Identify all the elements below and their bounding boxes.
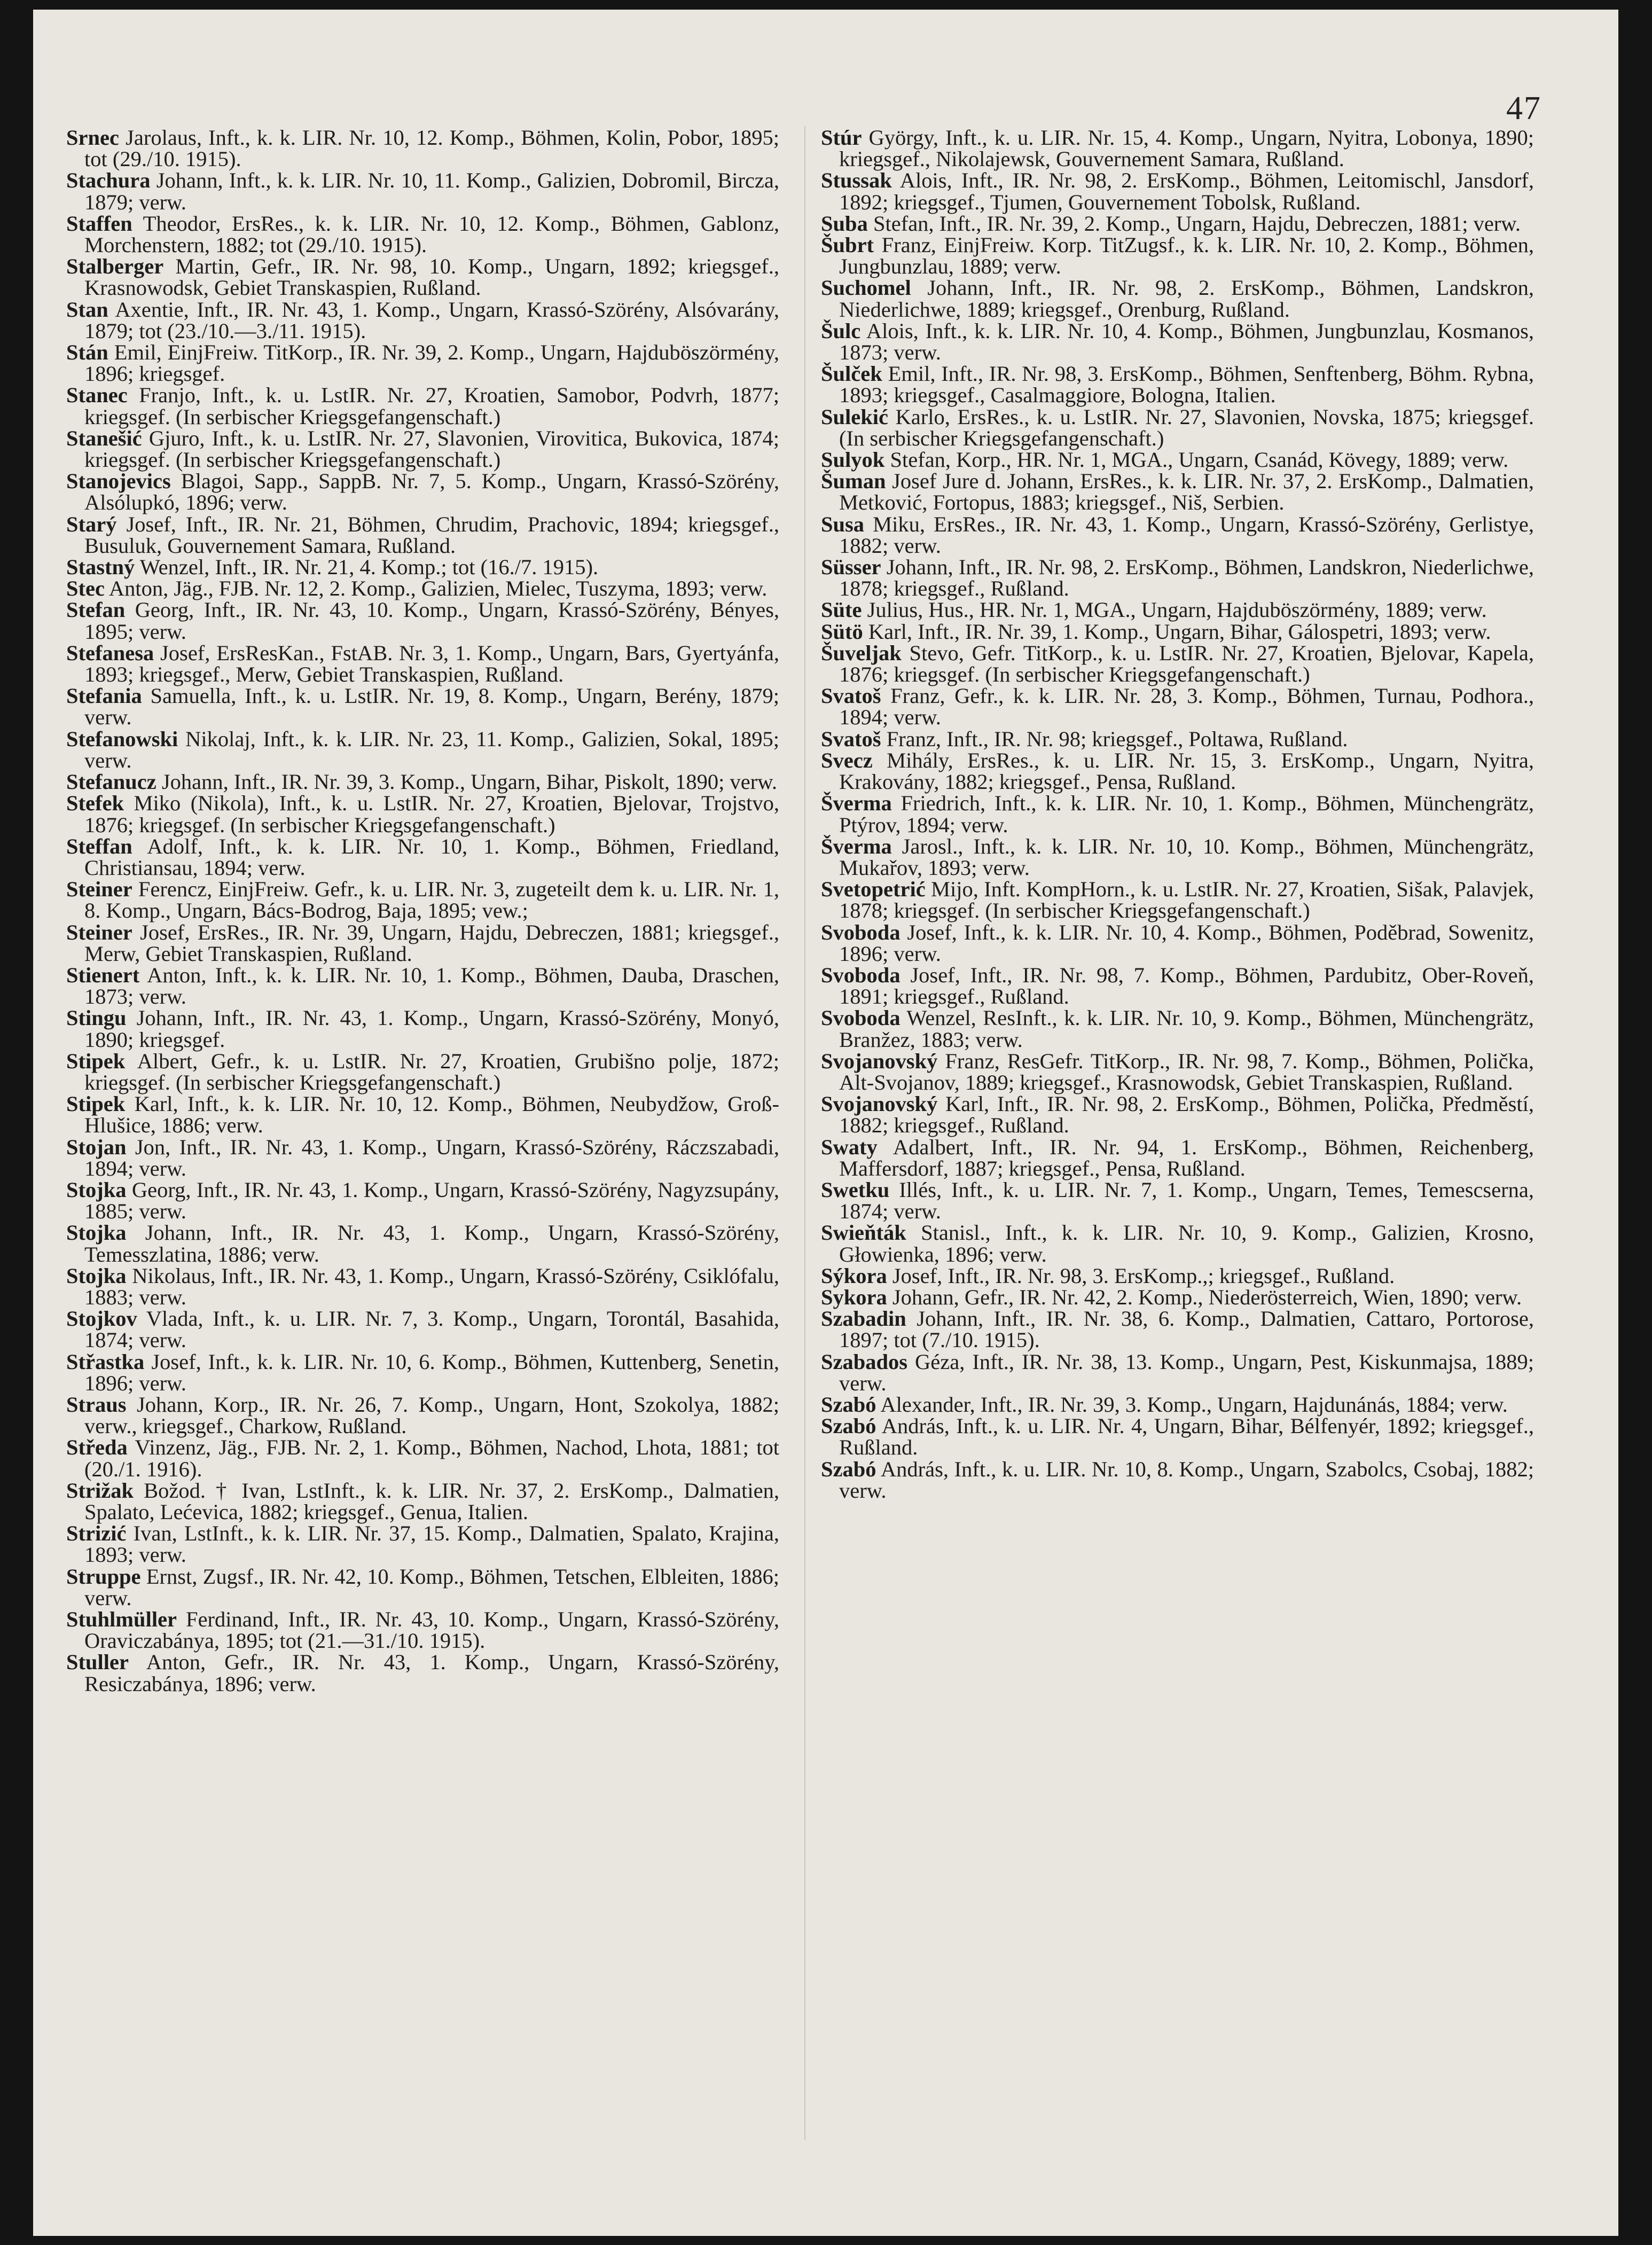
entry-surname: Svoboda <box>821 1006 901 1030</box>
roster-entry <box>66 1609 779 1652</box>
roster-entry <box>66 836 779 879</box>
roster-entry <box>66 299 779 342</box>
entry-surname: Suchomel <box>821 276 911 300</box>
roster-entry <box>821 471 1534 513</box>
entry-details: Johann, Inft., k. k. LIR. Nr. 10, 11. Komp., Galizien, Dobromil, Bircza, 1879; verw. <box>84 168 779 214</box>
entry-details: Vlada, Inft., k. u. LIR. Nr. 7, 3. Komp., Ungarn, Torontál, Basahida, 1874; verw. <box>84 1307 779 1352</box>
entry-details: Georg, Inft., IR. Nr. 43, 10. Komp., Ungarn, Krassó-Szörény, Bényes, 1895; verw. <box>84 598 779 644</box>
roster-entry <box>66 640 780 687</box>
entry-surname: Sütö <box>821 619 863 644</box>
entry-details: Stanisl., Inft., k. k. LIR. Nr. 10, 9. Komp., Galizien, Krosno, Głowienka, 1896; verw. <box>839 1221 1534 1266</box>
roster-entry <box>821 1351 1534 1394</box>
entry-surname: Swetku <box>821 1177 890 1202</box>
roster-entry <box>66 879 779 921</box>
roster-entry <box>821 320 1534 363</box>
entry-details: Jarolaus, Inft., k. k. LIR. Nr. 10, 12. Komp., Böhmen, Kolin, Pobor, 1895; tot (29./10. 1915). <box>84 126 780 171</box>
column-divider <box>804 126 805 2140</box>
entry-details: Illés, Inft., k. u. LIR. Nr. 7, 1. Komp., Ungarn, Temes, Temescserna, 1874; verw. <box>839 1177 1534 1224</box>
entry-surname: Svecz <box>821 748 873 772</box>
roster-entry <box>66 213 779 256</box>
entry-details: Josef, Inft., IR. Nr. 21, Böhmen, Chrudim, Prachovic, 1894; kriegsgef., Busuluk, Gouvernement Samara, Rußland. <box>84 512 779 558</box>
roster-entry <box>66 256 779 299</box>
entry-surname: Swieňták <box>821 1221 906 1245</box>
entry-details: Samuella, Inft., k. u. LstIR. Nr. 19, 8. Komp., Ungarn, Berény, 1879; verw. <box>84 684 779 730</box>
entry-surname: Szabó <box>821 1414 876 1438</box>
entry-details: Johann, Gefr., IR. Nr. 42, 2. Komp., Niederösterreich, Wien, 1890; verw. <box>892 1285 1522 1309</box>
roster-entry <box>66 1222 779 1265</box>
entry-details: Josef, ErsResKan., FstAB. Nr. 3, 1. Komp., Ungarn, Bars, Gyertyánfa, 1893; kriegsgef., Merw, Gebiet Transkaspien, Rußland. <box>84 640 780 687</box>
roster-entry <box>821 685 1534 728</box>
entry-surname: Stipek <box>66 1092 126 1116</box>
entry-surname: Šulc <box>821 318 861 343</box>
entry-surname: Sykora <box>821 1285 887 1309</box>
entry-details: Axentie, Inft., IR. Nr. 43, 1. Komp., Ungarn, Krassó-Szörény, Alsóvarány, 1879; tot (23./10.—3./11. 1915). <box>84 297 780 343</box>
entry-details: Géza, Inft., IR. Nr. 38, 13. Komp., Ungarn, Pest, Kiskunmajsa, 1889; verw. <box>839 1349 1534 1395</box>
roster-entry <box>66 1351 779 1394</box>
entry-surname: Stúr <box>821 126 862 150</box>
entry-surname: Szabó <box>821 1457 876 1481</box>
roster-entry <box>821 726 1534 751</box>
entry-surname: Swaty <box>821 1135 878 1159</box>
entry-details: Adolf, Inft., k. k. LIR. Nr. 10, 1. Komp., Böhmen, Friedland, Christiansau, 1894; verw. <box>84 834 779 880</box>
entry-surname: Starý <box>66 512 117 536</box>
entry-surname: Stuhlmüller <box>66 1607 177 1632</box>
entry-details: Josef, ErsRes., IR. Nr. 39, Ungarn, Hajdu, Debreczen, 1881; kriegsgef., Merw, Gebiet Transkaspien, Rußland. <box>84 920 780 966</box>
entry-surname: Stefanucz <box>66 770 156 794</box>
entry-surname: Süsser <box>821 555 881 580</box>
entry-surname: Stojka <box>66 1177 127 1202</box>
entry-details: György, Inft., k. u. LIR. Nr. 15, 4. Komp., Ungarn, Nyitra, Lobonya, 1890; kriegsgef., Nikolajewsk, Gouvernement Samara, Rußland. <box>839 126 1534 171</box>
page-number: 47 <box>1506 90 1541 127</box>
entry-details: Ferdinand, Inft., IR. Nr. 43, 10. Komp., Ungarn, Krassó-Szörény, Oraviczabánya, 1895; tot (21.—31./10. 1915). <box>84 1607 779 1653</box>
entry-details: Miku, ErsRes., IR. Nr. 43, 1. Komp., Ungarn, Krassó-Szörény, Gerlistye, 1882; verw. <box>839 512 1534 558</box>
entry-surname: Svojanovský <box>821 1049 938 1073</box>
entry-surname: Sulyok <box>821 448 885 472</box>
entry-details: Josef, Inft., IR. Nr. 98, 7. Komp., Böhmen, Pardubitz, Ober-Roveň, 1891; kriegsgef., Rußland. <box>839 963 1534 1009</box>
entry-details: Adalbert, Inft., IR. Nr. 94, 1. ErsKomp., Böhmen, Reichenberg, Maffersdorf, 1887; kriegsgef., Pensa, Rußland. <box>839 1135 1534 1180</box>
roster-entry <box>821 1051 1534 1093</box>
entry-surname: Steiner <box>66 877 132 902</box>
entry-details: Stefan, Korp., HR. Nr. 1, MGA., Ungarn, Csanád, Kövegy, 1889; verw. <box>890 448 1509 472</box>
roster-entry <box>821 922 1534 965</box>
entry-surname: Sulekić <box>821 404 889 429</box>
entry-surname: Stastný <box>66 555 135 580</box>
entry-surname: Stanešić <box>66 426 142 450</box>
roster-entry <box>66 1265 779 1308</box>
roster-entry <box>821 640 1534 687</box>
entry-details: Vinzenz, Jäg., FJB. Nr. 2, 1. Komp., Böhmen, Nachod, Lhota, 1881; tot (20./1. 1916). <box>84 1435 779 1481</box>
entry-details: Jarosl., Inft., k. k. LIR. Nr. 10, 10. Komp., Böhmen, Münchengrätz, Mukařov, 1893; verw. <box>839 834 1534 880</box>
entry-surname: Svetopetrić <box>821 877 926 902</box>
entry-surname: Střastka <box>66 1349 145 1374</box>
entry-surname: Strizić <box>66 1521 127 1546</box>
entry-surname: Sýkora <box>821 1263 887 1288</box>
roster-entry <box>821 213 1534 234</box>
entry-details: Martin, Gefr., IR. Nr. 98, 10. Komp., Ungarn, 1892; kriegsgef., Krasnowodsk, Gebiet Transkaspien, Rußland. <box>84 254 780 300</box>
entry-surname: Stefek <box>66 791 124 816</box>
entry-surname: Stojkov <box>66 1307 137 1331</box>
roster-entry <box>66 965 779 1007</box>
roster-entry <box>821 234 1534 277</box>
roster-entry <box>821 1265 1534 1287</box>
entry-details: Wenzel, Inft., IR. Nr. 21, 4. Komp.; tot (16./7. 1915). <box>139 555 599 580</box>
roster-entry <box>66 1137 779 1179</box>
entry-details: Blagoi, Sapp., SappB. Nr. 7, 5. Komp., Ungarn, Krassó-Szörény, Alsólupkó, 1896; verw. <box>84 469 779 515</box>
entry-surname: Stan <box>66 297 108 322</box>
roster-entry <box>66 685 779 728</box>
entry-surname: Süte <box>821 598 862 622</box>
entry-surname: Stanojevics <box>66 469 171 494</box>
entry-details: András, Inft., k. u. LIR. Nr. 4, Ungarn, Bihar, Bélfenyér, 1892; kriegsgef., Rußland. <box>839 1414 1534 1460</box>
entry-details: Johann, Inft., IR. Nr. 38, 6. Komp., Dalmatien, Cattaro, Portorose, 1897; tot (7./10. 1915). <box>839 1307 1534 1352</box>
entry-details: Stefan, Inft., IR. Nr. 39, 2. Komp., Ungarn, Hajdu, Debreczen, 1881; verw. <box>873 211 1521 236</box>
roster-entry <box>821 879 1534 921</box>
roster-entry <box>66 342 779 385</box>
entry-details: Miko (Nikola), Inft., k. u. LstIR. Nr. 27, Kroatien, Bjelovar, Trojstvo, 1876; kriegsgef. (In serbischer Kriegsgefangenschaft.) <box>84 791 779 837</box>
entry-details: Albert, Gefr., k. u. LstIR. Nr. 27, Kroatien, Grubišno polje, 1872; kriegsgef. (In serbischer Kriegsgefangenschaft.) <box>84 1049 779 1094</box>
roster-entry <box>66 385 779 427</box>
entry-surname: Středa <box>66 1435 128 1460</box>
entry-surname: Strižak <box>66 1478 134 1503</box>
roster-entry <box>821 621 1534 643</box>
roster-entry <box>66 1051 779 1093</box>
entry-surname: Szabados <box>821 1349 908 1374</box>
entry-surname: Stipek <box>66 1049 126 1073</box>
entry-surname: Svoboda <box>821 963 901 987</box>
entry-details: Franz, ResGefr. TitKorp., IR. Nr. 98, 7. Komp., Böhmen, Polička, Alt-Svojanov, 1889; kriegsgef., Krasnowodsk, Gebiet Transkaspien, Rußland. <box>839 1049 1534 1094</box>
entry-details: Karl, Inft., k. k. LIR. Nr. 10, 12. Komp., Böhmen, Neubydžow, Groß-Hlušice, 1886; verw. <box>84 1092 779 1138</box>
entry-details: Ferencz, EinjFreiw. Gefr., k. u. LIR. Nr. 3, zugeteilt dem k. u. LIR. Nr. 1, 8. Komp., Ungarn, Bács-Bodrog, Baja, 1895; vew.; <box>84 877 780 923</box>
entry-surname: Stojka <box>66 1263 127 1288</box>
entry-details: Karl, Inft., IR. Nr. 98, 2. ErsKomp., Böhmen, Polička, Předměstí, 1882; kriegsgef., Rußland. <box>839 1092 1534 1138</box>
entry-details: Franz, Gefr., k. k. LIR. Nr. 28, 3. Komp., Böhmen, Turnau, Podhora., 1894; verw. <box>839 684 1534 730</box>
roster-entry <box>66 1480 779 1523</box>
entry-details: Johann, Inft., IR. Nr. 43, 1. Komp., Ungarn, Krassó-Szörény, Temesszlatina, 1886; verw. <box>84 1221 779 1266</box>
entry-details: Alois, Inft., k. k. LIR. Nr. 10, 4. Komp., Böhmen, Jungbunzlau, Kosmanos, 1873; verw. <box>839 318 1534 365</box>
entry-details: Mihály, ErsRes., k. u. LIR. Nr. 15, 3. ErsKomp., Ungarn, Nyitra, Krakovány, 1882; kriegsgef., Pensa, Rußland. <box>839 748 1534 794</box>
entry-details: Theodor, ErsRes., k. k. LIR. Nr. 10, 12. Komp., Böhmen, Gablonz, Morchenstern, 1882; tot (29./10. 1915). <box>84 211 779 257</box>
entry-details: Georg, Inft., IR. Nr. 43, 1. Komp., Ungarn, Krassó-Szörény, Nagyzsupány, 1885; verw. <box>84 1177 779 1224</box>
roster-entry <box>66 1437 779 1480</box>
roster-entry <box>821 1179 1534 1222</box>
roster-entry <box>66 771 779 793</box>
roster-entry <box>821 277 1534 320</box>
entry-surname: Stefanowski <box>66 726 178 751</box>
entry-details: Alois, Inft., IR. Nr. 98, 2. ErsKomp., Böhmen, Leitomischl, Jansdorf, 1892; kriegsgef., Tjumen, Gouvernement Tobolsk, Rußland. <box>839 168 1534 214</box>
entry-details: Jon, Inft., IR. Nr. 43, 1. Komp., Ungarn, Krassó-Szörény, Ráczszabadi, 1894; verw. <box>84 1135 780 1180</box>
roster-entry <box>66 578 779 599</box>
entry-details: Johann, Korp., IR. Nr. 26, 7. Komp., Ungarn, Hont, Szokolya, 1882; verw., kriegsgef., Charkow, Rußland. <box>84 1392 780 1438</box>
entry-surname: Šverma <box>821 834 892 858</box>
roster-entry <box>821 449 1534 471</box>
roster-entry <box>821 1007 1534 1050</box>
entry-surname: Stachura <box>66 168 151 193</box>
entry-surname: Srnec <box>66 126 119 150</box>
roster-entry <box>821 406 1534 449</box>
entry-details: Franz, Inft., IR. Nr. 98; kriegsgef., Poltawa, Rußland. <box>886 726 1348 751</box>
roster-entry <box>66 1394 779 1437</box>
roster-entry <box>66 922 779 965</box>
roster-entry <box>821 599 1534 621</box>
entry-details: András, Inft., k. u. LIR. Nr. 10, 8. Komp., Ungarn, Szabolcs, Csobaj, 1882; verw. <box>839 1457 1534 1503</box>
entry-details: Johann, Inft., IR. Nr. 98, 2. ErsKomp., Böhmen, Landskron, Niederlichwe, 1889; kriegsgef., Orenburg, Rußland. <box>839 276 1534 322</box>
document-page <box>33 10 1618 2236</box>
entry-details: Josef, Inft., k. k. LIR. Nr. 10, 6. Komp., Böhmen, Kuttenberg, Senetin, 1896; verw. <box>84 1349 779 1395</box>
entry-details: Karlo, ErsRes., k. u. LstIR. Nr. 27, Slavonien, Novska, 1875; kriegsgef. (In serbischer Kriegsgefangenschaft.) <box>839 404 1534 450</box>
entry-surname: Stec <box>66 576 105 601</box>
entry-details: Johann, Inft., IR. Nr. 39, 3. Komp., Ungarn, Bihar, Piskolt, 1890; verw. <box>161 770 778 794</box>
roster-entry <box>66 726 779 772</box>
entry-surname: Stanec <box>66 383 128 408</box>
entry-details: Emil, EinjFreiw. TitKorp., IR. Nr. 39, 2. Komp., Ungarn, Hajduböszörmény, 1896; kriegsgef. <box>84 340 779 386</box>
roster-entry <box>821 170 1534 213</box>
entry-details: Friedrich, Inft., k. k. LIR. Nr. 10, 1. Komp., Böhmen, Münchengrätz, Ptýrov, 1894; verw. <box>839 791 1534 837</box>
roster-entry <box>821 793 1534 835</box>
entry-surname: Steffan <box>66 834 132 858</box>
entry-surname: Stefan <box>66 598 126 622</box>
entry-details: Julius, Hus., HR. Nr. 1, MGA., Ungarn, Hajduböszörmény, 1889; verw. <box>867 598 1487 622</box>
roster-entry <box>821 1308 1534 1351</box>
roster-entry <box>66 1308 779 1351</box>
roster-entry <box>821 1394 1534 1415</box>
entry-surname: Stienert <box>66 963 140 987</box>
roster-entry <box>66 1007 779 1050</box>
roster-entry <box>66 471 779 513</box>
entry-details: Stevo, Gefr. TitKorp., k. u. LstIR. Nr. 27, Kroatien, Bjelovar, Kapela, 1876; kriegsgef. (In serbischer Kriegsgefangenschaft.) <box>839 640 1534 687</box>
roster-entry <box>66 1566 779 1609</box>
roster-entry <box>66 127 779 170</box>
entry-details: Ernst, Zugsf., IR. Nr. 42, 10. Komp., Böhmen, Tetschen, Elbleiten, 1886; verw. <box>84 1564 779 1610</box>
entry-surname: Stingu <box>66 1006 127 1030</box>
roster-entry <box>821 514 1534 557</box>
entry-details: Josef Jure d. Johann, ErsRes., k. k. LIR. Nr. 37, 2. ErsKomp., Dalmatien, Metković, Fortopus, 1883; kriegsgef., Niš, Serbien. <box>839 469 1534 515</box>
entry-surname: Szabó <box>821 1392 876 1417</box>
entry-surname: Stefanesa <box>66 640 154 665</box>
roster-entry <box>66 428 779 471</box>
entry-surname: Stefania <box>66 684 142 708</box>
entry-surname: Stojan <box>66 1135 127 1159</box>
left-column <box>66 127 779 1695</box>
entry-surname: Suba <box>821 211 868 236</box>
entry-surname: Steiner <box>66 920 132 944</box>
entry-surname: Šubrt <box>821 233 874 257</box>
roster-entry <box>821 1093 1534 1136</box>
entry-surname: Šuveljak <box>821 640 902 665</box>
entry-surname: Svoboda <box>821 920 901 944</box>
entry-details: Wenzel, ResInft., k. k. LIR. Nr. 10, 9. Komp., Böhmen, Münchengrätz, Branžez, 1883; verw. <box>839 1006 1534 1052</box>
roster-entry <box>821 836 1534 879</box>
entry-details: Johann, Inft., IR. Nr. 98, 2. ErsKomp., Böhmen, Landskron, Niederlichwe, 1878; kriegsgef., Rußland. <box>839 555 1534 601</box>
entry-surname: Stán <box>66 340 108 365</box>
roster-entry <box>821 1415 1534 1458</box>
entry-surname: Stojka <box>66 1221 127 1245</box>
entry-surname: Stuller <box>66 1650 129 1675</box>
entry-details: Emil, Inft., IR. Nr. 98, 3. ErsKomp., Böhmen, Senftenberg, Böhm. Rybna, 1893; kriegsgef., Casalmaggiore, Bologna, Italien. <box>839 362 1534 408</box>
entry-details: Anton, Jäg., FJB. Nr. 12, 2. Komp., Galizien, Mielec, Tuszyma, 1893; verw. <box>108 576 768 601</box>
entry-details: Johann, Inft., IR. Nr. 43, 1. Komp., Ungarn, Krassó-Szörény, Monyó, 1890; kriegsgef. <box>84 1006 779 1052</box>
entry-details: Josef, Inft., k. k. LIR. Nr. 10, 4. Komp., Böhmen, Poděbrad, Sowenitz, 1896; verw. <box>839 920 1534 966</box>
entry-details: Alexander, Inft., IR. Nr. 39, 3. Komp., Ungarn, Hajdunánás, 1884; verw. <box>880 1392 1508 1417</box>
entry-surname: Susa <box>821 512 865 536</box>
entry-details: Mijo, Inft. KompHorn., k. u. LstIR. Nr. 27, Kroatien, Sišak, Palavjek, 1878; kriegsgef. (In serbischer Kriegsgefangenschaft.) <box>839 877 1534 923</box>
entry-surname: Svojanovský <box>821 1092 938 1116</box>
entry-surname: Stalberger <box>66 254 164 279</box>
roster-entry <box>66 1523 779 1566</box>
entry-details: Gjuro, Inft., k. u. LstIR. Nr. 27, Slavonien, Virovitica, Bukovica, 1874; kriegsgef. (In serbischer Kriegsgefangenschaft.) <box>84 426 779 472</box>
roster-entry <box>821 750 1534 793</box>
roster-entry <box>66 1652 779 1694</box>
entry-surname: Staffen <box>66 211 132 236</box>
entry-surname: Šulček <box>821 362 882 386</box>
roster-entry <box>66 1179 779 1222</box>
entry-details: Anton, Gefr., IR. Nr. 43, 1. Komp., Ungarn, Krassó-Szörény, Resiczabánya, 1896; verw. <box>84 1650 779 1696</box>
roster-entry <box>66 599 779 642</box>
roster-entry <box>821 1459 1534 1501</box>
right-column <box>821 127 1534 1501</box>
entry-surname: Straus <box>66 1392 127 1417</box>
roster-entry <box>66 514 779 557</box>
entry-details: Anton, Inft., k. k. LIR. Nr. 10, 1. Komp., Böhmen, Dauba, Draschen, 1873; verw. <box>84 963 779 1009</box>
entry-details: Karl, Inft., IR. Nr. 39, 1. Komp., Ungarn, Bihar, Gálospetri, 1893; verw. <box>868 619 1491 644</box>
roster-entry <box>821 363 1534 406</box>
entry-surname: Šverma <box>821 791 892 816</box>
roster-entry <box>66 793 779 835</box>
roster-entry <box>66 557 779 578</box>
roster-entry <box>66 170 779 213</box>
entry-details: Nikolaj, Inft., k. k. LIR. Nr. 23, 11. Komp., Galizien, Sokal, 1895; verw. <box>84 726 779 772</box>
entry-details: Božod. † Ivan, LstInft., k. k. LIR. Nr. 37, 2. ErsKomp., Dalmatien, Spalato, Lećevica, 1882; kriegsgef., Genua, Italien. <box>84 1478 779 1524</box>
entry-details: Ivan, LstInft., k. k. LIR. Nr. 37, 15. Komp., Dalmatien, Spalato, Krajina, 1893; verw. <box>84 1521 779 1567</box>
entry-surname: Svatoš <box>821 726 881 751</box>
roster-entry <box>821 127 1534 170</box>
roster-entry <box>821 1137 1534 1179</box>
entry-details: Franjo, Inft., k. u. LstIR. Nr. 27, Kroatien, Samobor, Podvrh, 1877; kriegsgef. (In serbischer Kriegsgefangenschaft.) <box>84 383 780 429</box>
roster-entry <box>821 965 1534 1007</box>
roster-entry <box>821 1222 1534 1265</box>
entry-surname: Struppe <box>66 1564 141 1589</box>
entry-surname: Szabadin <box>821 1307 906 1331</box>
entry-surname: Šuman <box>821 469 886 494</box>
entry-surname: Svatoš <box>821 684 881 708</box>
entry-details: Franz, EinjFreiw. Korp. TitZugsf., k. k. LIR. Nr. 10, 2. Komp., Böhmen, Jungbunzlau, 1889; verw. <box>839 233 1534 279</box>
roster-entry <box>821 1287 1534 1308</box>
roster-entry <box>821 557 1534 599</box>
entry-details: Josef, Inft., IR. Nr. 98, 3. ErsKomp.,; kriegsgef., Rußland. <box>892 1263 1395 1288</box>
roster-entry <box>66 1093 779 1136</box>
entry-surname: Stussak <box>821 168 892 193</box>
entry-details: Nikolaus, Inft., IR. Nr. 43, 1. Komp., Ungarn, Krassó-Szörény, Csiklófalu, 1883; verw. <box>84 1263 779 1309</box>
